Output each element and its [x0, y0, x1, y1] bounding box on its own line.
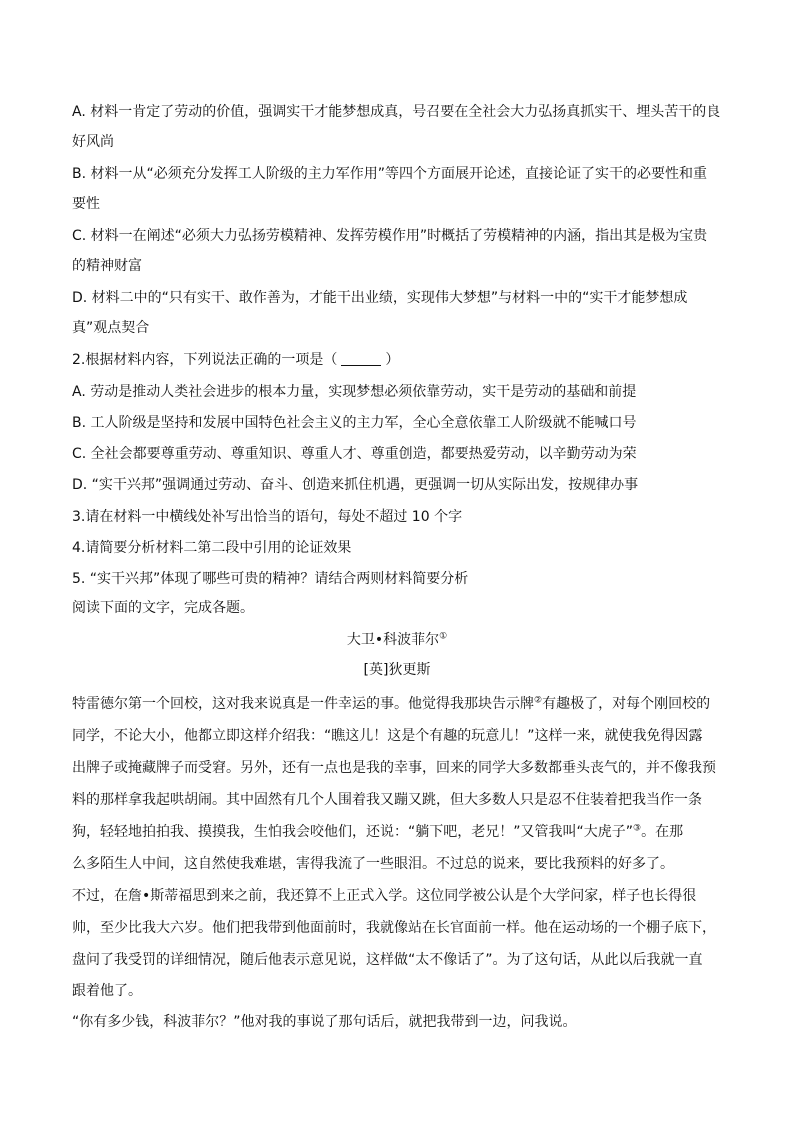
question-2-option-b: B. 工人阶级是坚持和发展中国特色社会主义的主力军，全心全意依靠工人阶级就不能喊口号 [72, 415, 637, 431]
passage-p2-line-4: 跟着他了。 [72, 983, 142, 999]
passage-text: 。在那 [641, 824, 684, 840]
passage-p1-line-4: 料的那样拿我起哄胡闹。其中固然有几个人围着我又蹦又跳，但大多数人只是忍不住装着把我当作一条 [72, 792, 702, 808]
passage-text: 特雷德尔第一个回校，这对我来说真是一件幸运的事。他觉得我那块告示牌 [72, 696, 534, 712]
passage-p1-line-1 [72, 694, 710, 714]
option-d-line-2: 真”观点契合 [72, 320, 150, 336]
question-2-stem [72, 350, 399, 370]
option-c-line-1: C. 材料一在阐述“必须大力弘扬劳模精神、发挥劳模作用”时概括了劳模精神的内涵，指出其是极为宝贵 [72, 228, 708, 244]
option-c-line-2: 的精神财富 [72, 258, 142, 274]
question-2-option-c: C. 全社会都要尊重劳动、尊重知识、尊重人才、尊重创造，都要热爱劳动，以辛勤劳动为荣 [72, 446, 637, 462]
passage-p1-line-5 [72, 822, 683, 842]
option-d-line-1: D. 材料二中的“只有实干、敢作善为，才能干出业绩，实现伟大梦想”与材料一中的“实干才能梦想成 [72, 290, 688, 306]
question-5: 5. “实干兴邦”体现了哪些可贵的精神？请结合两则材料简要分析 [72, 571, 469, 587]
question-3: 3.请在材料一中横线处补写出恰当的语句，每处不超过 10 个字 [72, 509, 463, 525]
question-2-stem-suffix: ） [385, 352, 400, 368]
footnote-marker: ① [439, 631, 448, 642]
footnote-marker: ③ [633, 823, 642, 834]
passage-p2-line-3: 盘问了我受罚的详细情况，随后他表示意见说，这样做“太不像话了”。为了这句话，从此以后我就一直 [72, 952, 703, 968]
passage-p2-line-1: 不过，在詹•斯蒂福思到来之前，我还算不上正式入学。这位同学被公认是个大学问家，样子也长得很 [72, 888, 697, 904]
option-a-line-1: A. 材料一肯定了劳动的价值，强调实干才能梦想成真，号召要在全社会大力弘扬真抓实干、埋头苦干的良 [72, 104, 721, 120]
passage-title [0, 630, 794, 650]
option-b-line-1: B. 材料一从“必须充分发挥工人阶级的主力军作用”等四个方面展开论述，直接论证了实干的必要性和重 [72, 166, 708, 182]
passage-text: 狗，轻轻地拍拍我、摸摸我，生怕我会咬他们，还说：“躺下吧，老兄！”又管我叫“大虎子” [72, 824, 634, 840]
option-b-line-2: 要性 [72, 196, 100, 212]
passage-p3: “你有多少钱，科波菲尔？”他对我的事说了那句话后，就把我带到一边，问我说。 [72, 1014, 577, 1030]
passage-author: [英]狄更斯 [363, 662, 431, 678]
passage-p1-line-3: 出牌子或掩藏牌子而受窘。另外，还有一点也是我的幸事，回来的同学大多数都垂头丧气的，并不像我预 [72, 760, 716, 776]
option-a-line-2: 好风尚 [72, 134, 114, 150]
passage-p1-line-6: 么多陌生人中间，这自然使我难堪，害得我流了一些眼泪。不过总的说来，要比我预料的好多了。 [72, 856, 674, 872]
passage-p2-line-2: 帅，至少比我大六岁。他们把我带到他面前时，我就像站在长官面前一样。他在运动场的一个棚子底下， [72, 920, 716, 936]
footnote-marker: ② [534, 695, 543, 706]
passage-text: 有趣极了，对每个刚回校的 [542, 696, 711, 712]
question-2-option-d: D. “实干兴邦”强调通过劳动、奋斗、创造来抓住机遇，更强调一切从实际出发，按规律办事 [72, 477, 639, 493]
passage-title-text: 大卫•科波菲尔 [346, 632, 440, 648]
passage-p1-line-2: 同学，不论大小，他都立即这样介绍我：“瞧这儿！这是个有趣的玩意儿！”这样一来，就使我免得因露 [72, 728, 703, 744]
question-2-option-a: A. 劳动是推动人类社会进步的根本力量，实现梦想必须依靠劳动，实干是劳动的基础和前提 [72, 384, 637, 400]
reading-instruction: 阅读下面的文字，完成各题。 [72, 600, 254, 616]
question-4: 4.请简要分析材料二第二段中引用的论证效果 [72, 540, 352, 556]
question-2-stem-prefix: 2.根据材料内容，下列说法正确的一项是（ [72, 352, 338, 368]
answer-blank[interactable] [341, 351, 381, 366]
